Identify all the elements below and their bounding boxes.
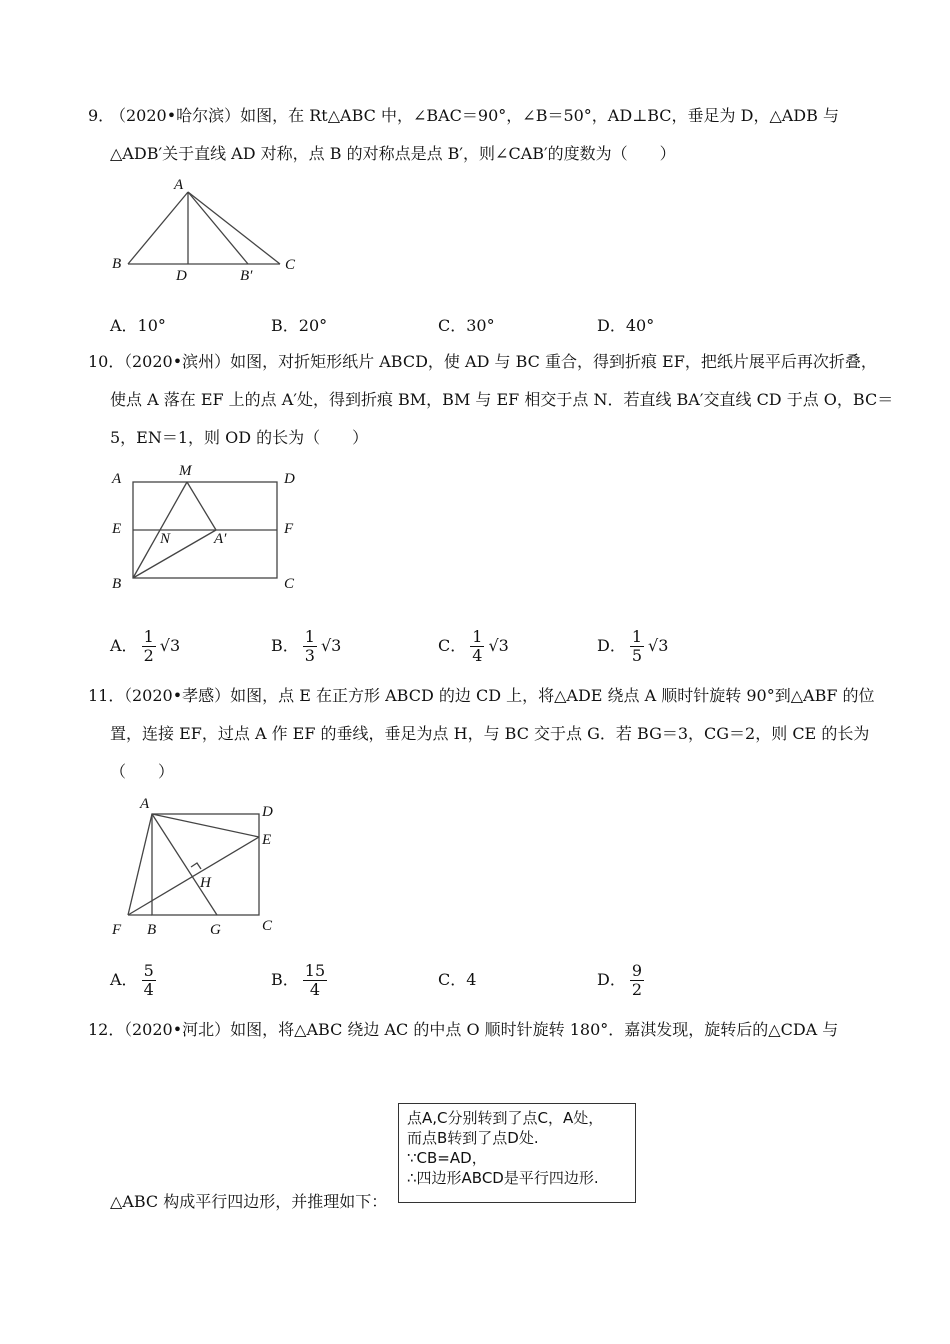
- q10-number: 10．: [88, 352, 125, 371]
- q12-box-line1: 点A,C分别转到了点C，A处，: [407, 1109, 604, 1127]
- q9-label-a: A: [174, 177, 184, 193]
- q10-label-d: D: [284, 471, 295, 487]
- q9-label-d: D: [176, 268, 187, 284]
- q11-text-line2: 置，连接 EF，过点 A 作 EF 的垂线，垂足为点 H，与 BC 交于点 G．若 BG＝3，CG＝2，则 CE 的长为: [110, 724, 870, 743]
- q10-label-n: N: [160, 531, 171, 547]
- q9-label-c: C: [285, 257, 296, 273]
- q11-option-d: D． $\frac{9}{2}$: [597, 961, 643, 999]
- q10-text-line3: 5，EN＝1，则 OD 的长为（ ）: [110, 428, 369, 447]
- q11-label-h: H: [200, 875, 211, 891]
- q9-option-b: B．20°: [271, 316, 328, 335]
- q12-box-line4: ∴四边形ABCD是平行四边形.: [407, 1169, 599, 1187]
- q9-number: 9．: [88, 106, 115, 125]
- q10-label-m: M: [179, 463, 192, 479]
- q12-text-line1: （2020•河北）如图，将△ABC 绕边 AC 的中点 O 顺时针旋转 180°．嘉淇发现，旋转后的△CDA 与: [116, 1020, 839, 1039]
- q9-label-b-prime: B′: [240, 268, 253, 284]
- q10-label-b: B: [112, 576, 122, 592]
- q11-text-line3: （ ）: [110, 762, 175, 781]
- q11-option-a: A． $\frac{5}{4}$: [110, 961, 154, 999]
- q10-option-b: B． $\frac{1}{3}$ √3: [271, 627, 342, 665]
- q11-label-c: C: [262, 918, 273, 934]
- q11-label-d: D: [262, 804, 273, 820]
- q10-label-c: C: [284, 576, 295, 592]
- q11-label-g: G: [210, 922, 221, 938]
- q10-option-d: D． $\frac{1}{5}$ √3: [597, 627, 669, 665]
- q9-figure: [100, 172, 310, 287]
- q9-option-a: A．10°: [110, 316, 166, 335]
- q10-label-e: E: [112, 521, 122, 537]
- q9-text-line1: （2020•哈尔滨）如图，在 Rt△ABC 中，∠BAC＝90°，∠B＝50°，AD⊥BC，垂足为 D，△ADB 与: [110, 106, 839, 125]
- q12-number: 12．: [88, 1020, 125, 1039]
- q12-box-line3: ∵CB=AD，: [407, 1149, 487, 1167]
- q10-label-a-prime: A′: [214, 531, 227, 547]
- q9-label-b: B: [112, 256, 122, 272]
- q10-figure: [100, 455, 310, 595]
- q12-text-line2: △ABC 构成平行四边形，并推理如下：: [110, 1192, 388, 1211]
- q10-option-a: A． $\frac{1}{2}$ √3: [110, 627, 181, 665]
- q12-box-line2: 而点B转到了点D处.: [407, 1129, 539, 1147]
- q9-text-line2: △ADB′关于直线 AD 对称，点 B 的对称点是点 B′，则∠CAB′的度数为（ ）: [110, 144, 676, 163]
- q10-label-f: F: [284, 521, 294, 537]
- q9-option-c: C．30°: [438, 316, 495, 335]
- q11-label-f: F: [112, 922, 122, 938]
- q11-label-b: B: [147, 922, 157, 938]
- q10-option-c: C． $\frac{1}{4}$ √3: [438, 627, 509, 665]
- q10-text-line1: （2020•滨州）如图，对折矩形纸片 ABCD，使 AD 与 BC 重合，得到折痕 EF，把纸片展平后再次折叠，: [116, 352, 877, 371]
- q11-option-b: B． $\frac{15}{4}$: [271, 961, 326, 999]
- q10-text-line2: 使点 A 落在 EF 上的点 A′处，得到折痕 BM，BM 与 EF 相交于点 N．若直线 BA′交直线 CD 于点 O，BC＝: [110, 390, 894, 409]
- q11-label-a: A: [140, 796, 150, 812]
- q11-label-e: E: [262, 832, 272, 848]
- q9-option-d: D．40°: [597, 316, 655, 335]
- q12-reasoning-box: [398, 1103, 636, 1203]
- q11-option-c: C．4: [438, 970, 477, 989]
- q10-label-a: A: [112, 471, 122, 487]
- q11-number: 11．: [88, 686, 125, 705]
- q11-figure: [100, 790, 290, 940]
- q11-text-line1: （2020•孝感）如图，点 E 在正方形 ABCD 的边 CD 上，将△ADE 绕点 A 顺时针旋转 90°到△ABF 的位: [116, 686, 875, 705]
